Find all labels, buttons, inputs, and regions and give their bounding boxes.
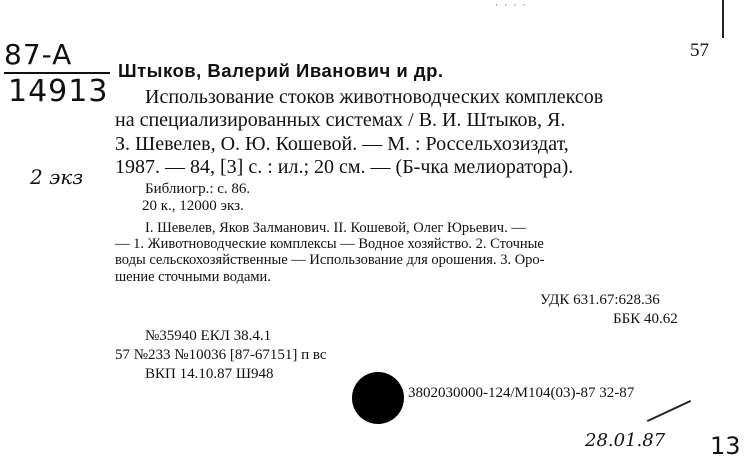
subject-line: I. Шевелев, Яков Залманович. II. Кошевой, Олег Юрьевич. — bbox=[145, 220, 526, 236]
copies-note: 20 к., 12000 экз. bbox=[142, 198, 244, 214]
handwritten-signature: 28.01.87 bbox=[585, 430, 666, 451]
catalog-code-a: №35940 ЕКЛ 38.4.1 bbox=[145, 328, 272, 344]
catalog-code-c: ВКП 14.10.87 Ш948 bbox=[145, 366, 274, 382]
handwritten-copies-note: 2 экз bbox=[30, 165, 84, 189]
isbn-code: 3802030000-124/М104(03)-87 32-87 bbox=[408, 385, 635, 401]
title-block bbox=[115, 86, 725, 179]
author-heading: Штыков, Валерий Иванович и др. bbox=[118, 60, 444, 81]
shelf-mark-line2: 14913 bbox=[8, 74, 109, 109]
punch-hole bbox=[352, 372, 404, 424]
top-dots: · · · · bbox=[495, 0, 528, 10]
bibliography-note: Библиогр.: с. 86. bbox=[145, 181, 251, 197]
corner-mark: 13 bbox=[710, 432, 741, 460]
shelf-mark-line1: 87-A bbox=[4, 38, 73, 71]
subject-line: шение сточными водами. bbox=[115, 268, 271, 285]
title-line: Использование стоков животноводческих комплексов bbox=[145, 86, 604, 108]
title-line: на специализированных системах / В. И. Штыков, Я. bbox=[115, 109, 566, 132]
title-line: 1987. — 84, [3] с. : ил.; 20 см. — (Б-чка мелиоратора). bbox=[115, 155, 574, 178]
page-number: 57 bbox=[690, 40, 709, 61]
catalog-code-b: 57 №233 №10036 [87-67151] п вс bbox=[115, 347, 327, 363]
title-line: З. Шевелев, О. Ю. Кошевой. — М. : Россельхозиздат, bbox=[115, 132, 569, 155]
udk-code: УДК 631.67:628.36 bbox=[540, 292, 660, 308]
subject-block bbox=[115, 220, 545, 285]
subject-line: воды сельскохозяйственные — Использование для орошения. 3. Оро- bbox=[115, 252, 545, 269]
signature-stroke bbox=[647, 400, 691, 422]
bbk-code: ББК 40.62 bbox=[613, 311, 678, 327]
subject-line: — 1. Животноводческие комплексы — Водное хозяйство. 2. Сточные bbox=[115, 236, 544, 253]
card-border-line bbox=[722, 0, 724, 38]
